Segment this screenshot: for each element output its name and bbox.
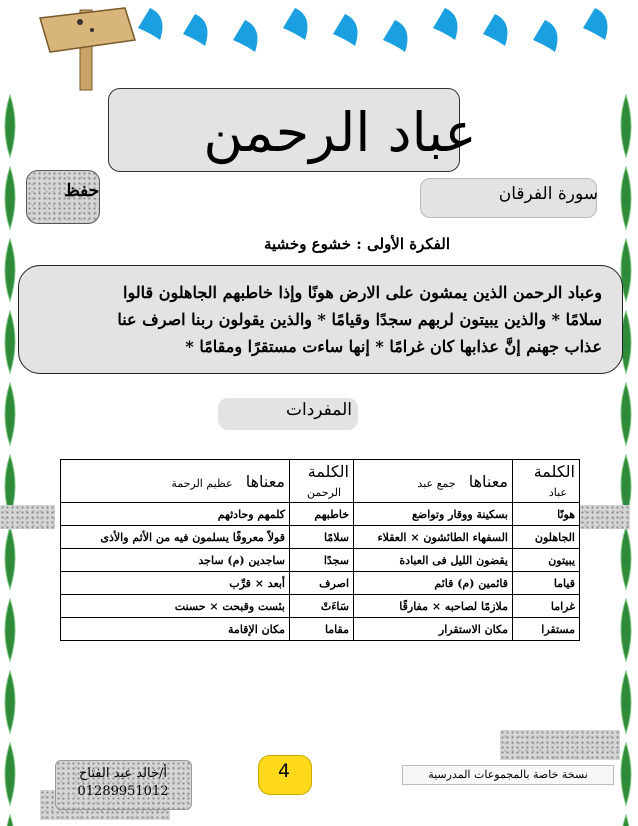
meaning-cell: يقضون الليل فى العبادة (354, 549, 513, 572)
table-row (61, 526, 580, 549)
pennant-flag (533, 20, 557, 52)
pennant-flag (333, 14, 357, 46)
pennant-flag (433, 8, 457, 40)
author-name: أ/خالد عبد الفتاح (79, 766, 167, 781)
pennant-flag (383, 20, 407, 52)
author-info (58, 765, 188, 801)
word-cell: قياما (513, 572, 580, 595)
word-cell: سجدًا (290, 549, 354, 572)
vine-leaf (5, 599, 15, 661)
verse-text (42, 279, 602, 360)
verse-line: عذاب جهنم إنَّ عذابها كان غرامًا * إنها ساءت مستقرًا ومقامًا * (185, 337, 602, 356)
pennant-flag (138, 8, 162, 40)
texture-blot (500, 730, 620, 760)
vine-leaf (5, 743, 15, 805)
vine-leaf (621, 815, 631, 826)
word-cell: غراما (513, 595, 580, 618)
table-row (61, 595, 580, 618)
pennant-flag (583, 8, 607, 40)
meaning-cell: قائمين (م) قائم (354, 572, 513, 595)
vine-leaf (5, 815, 15, 826)
word-cell: خاطبهم (290, 503, 354, 526)
vine-leaf (621, 167, 631, 229)
table-row (61, 503, 580, 526)
vine-leaf (621, 95, 631, 157)
word-cell: مستقرا (513, 618, 580, 641)
vocab-table (60, 459, 580, 641)
word-cell: يبيتون (513, 549, 580, 572)
pennant-garland (138, 8, 607, 52)
header-cell: الكلمة الرحمن (290, 460, 354, 503)
header-cell: معناها جمع عبد (354, 460, 513, 503)
meaning-cell: بسكينة ووقار وتواضع (354, 503, 513, 526)
vine-leaf (5, 527, 15, 589)
vine-leaf (5, 311, 15, 373)
word-cell: سَاءَتْ (290, 595, 354, 618)
vine-leaf (621, 527, 631, 589)
texture-blot (0, 505, 55, 529)
vocab-heading: المفردات (285, 400, 352, 420)
vine-leaf (621, 599, 631, 661)
meaning-cell: ملازمًا لصاحبه × مفارقًا (354, 595, 513, 618)
vine-leaf (621, 671, 631, 733)
page-number: 4 (277, 760, 291, 782)
word-cell: هونًا (513, 503, 580, 526)
table-row (61, 618, 580, 641)
table-row (61, 549, 580, 572)
vine-leaf (5, 95, 15, 157)
header-cell: الكلمة عباد (513, 460, 580, 503)
memorize-label: حفظ (64, 181, 100, 201)
pennant-flag (233, 20, 257, 52)
vine-leaf (621, 743, 631, 805)
word-cell: مقاما (290, 618, 354, 641)
vine-leaf (5, 167, 15, 229)
verse-line: وعباد الرحمن الذين يمشون على الارض هونًا وإذا خاطبهم الجاهلون قالوا (123, 283, 602, 302)
author-phone: 01289951012 (77, 784, 169, 799)
table-row (61, 460, 580, 503)
signpost-icon (40, 8, 135, 90)
meaning-cell: بئست وقبحت × حسنت (61, 595, 290, 618)
table-row (61, 572, 580, 595)
meaning-cell: السفهاء الطائشون × العقلاء (354, 526, 513, 549)
texture-blot (580, 505, 630, 529)
pennant-flag (483, 14, 507, 46)
pennant-flag (183, 14, 207, 46)
copyright-note: نسخة خاصة بالمجموعات المدرسية (402, 765, 614, 785)
vine-leaf (5, 239, 15, 301)
meaning-cell: مكان الاستقرار (354, 618, 513, 641)
surah-name: سورة الفرقان (498, 184, 598, 204)
meaning-cell: ساجدين (م) ساجد (61, 549, 290, 572)
meaning-cell: أبعد × قرِّب (61, 572, 290, 595)
idea-heading: الفكرة الأولى : خشوع وخشية (263, 235, 450, 253)
word-cell: سلامًا (290, 526, 354, 549)
header-cell: معناها عظيم الرحمة (61, 460, 290, 503)
page-title: عباد الرحمن (203, 101, 477, 164)
vine-leaf (5, 671, 15, 733)
word-cell: اصرف (290, 572, 354, 595)
meaning-cell: كلمهم وحادثهم (61, 503, 290, 526)
word-cell: الجاهلون (513, 526, 580, 549)
meaning-cell: قولاً معروفًا يسلمون فيه من الأثم والأذى (61, 526, 290, 549)
vine-leaf (621, 383, 631, 445)
meaning-cell: مكان الإقامة (61, 618, 290, 641)
pennant-flag (283, 8, 307, 40)
vine-leaf (5, 383, 15, 445)
verse-line: سلامًا * والذين يبيتون لربهم سجدًا وقيامًا * والذين يقولون ربنا اصرف عنا (117, 310, 602, 329)
